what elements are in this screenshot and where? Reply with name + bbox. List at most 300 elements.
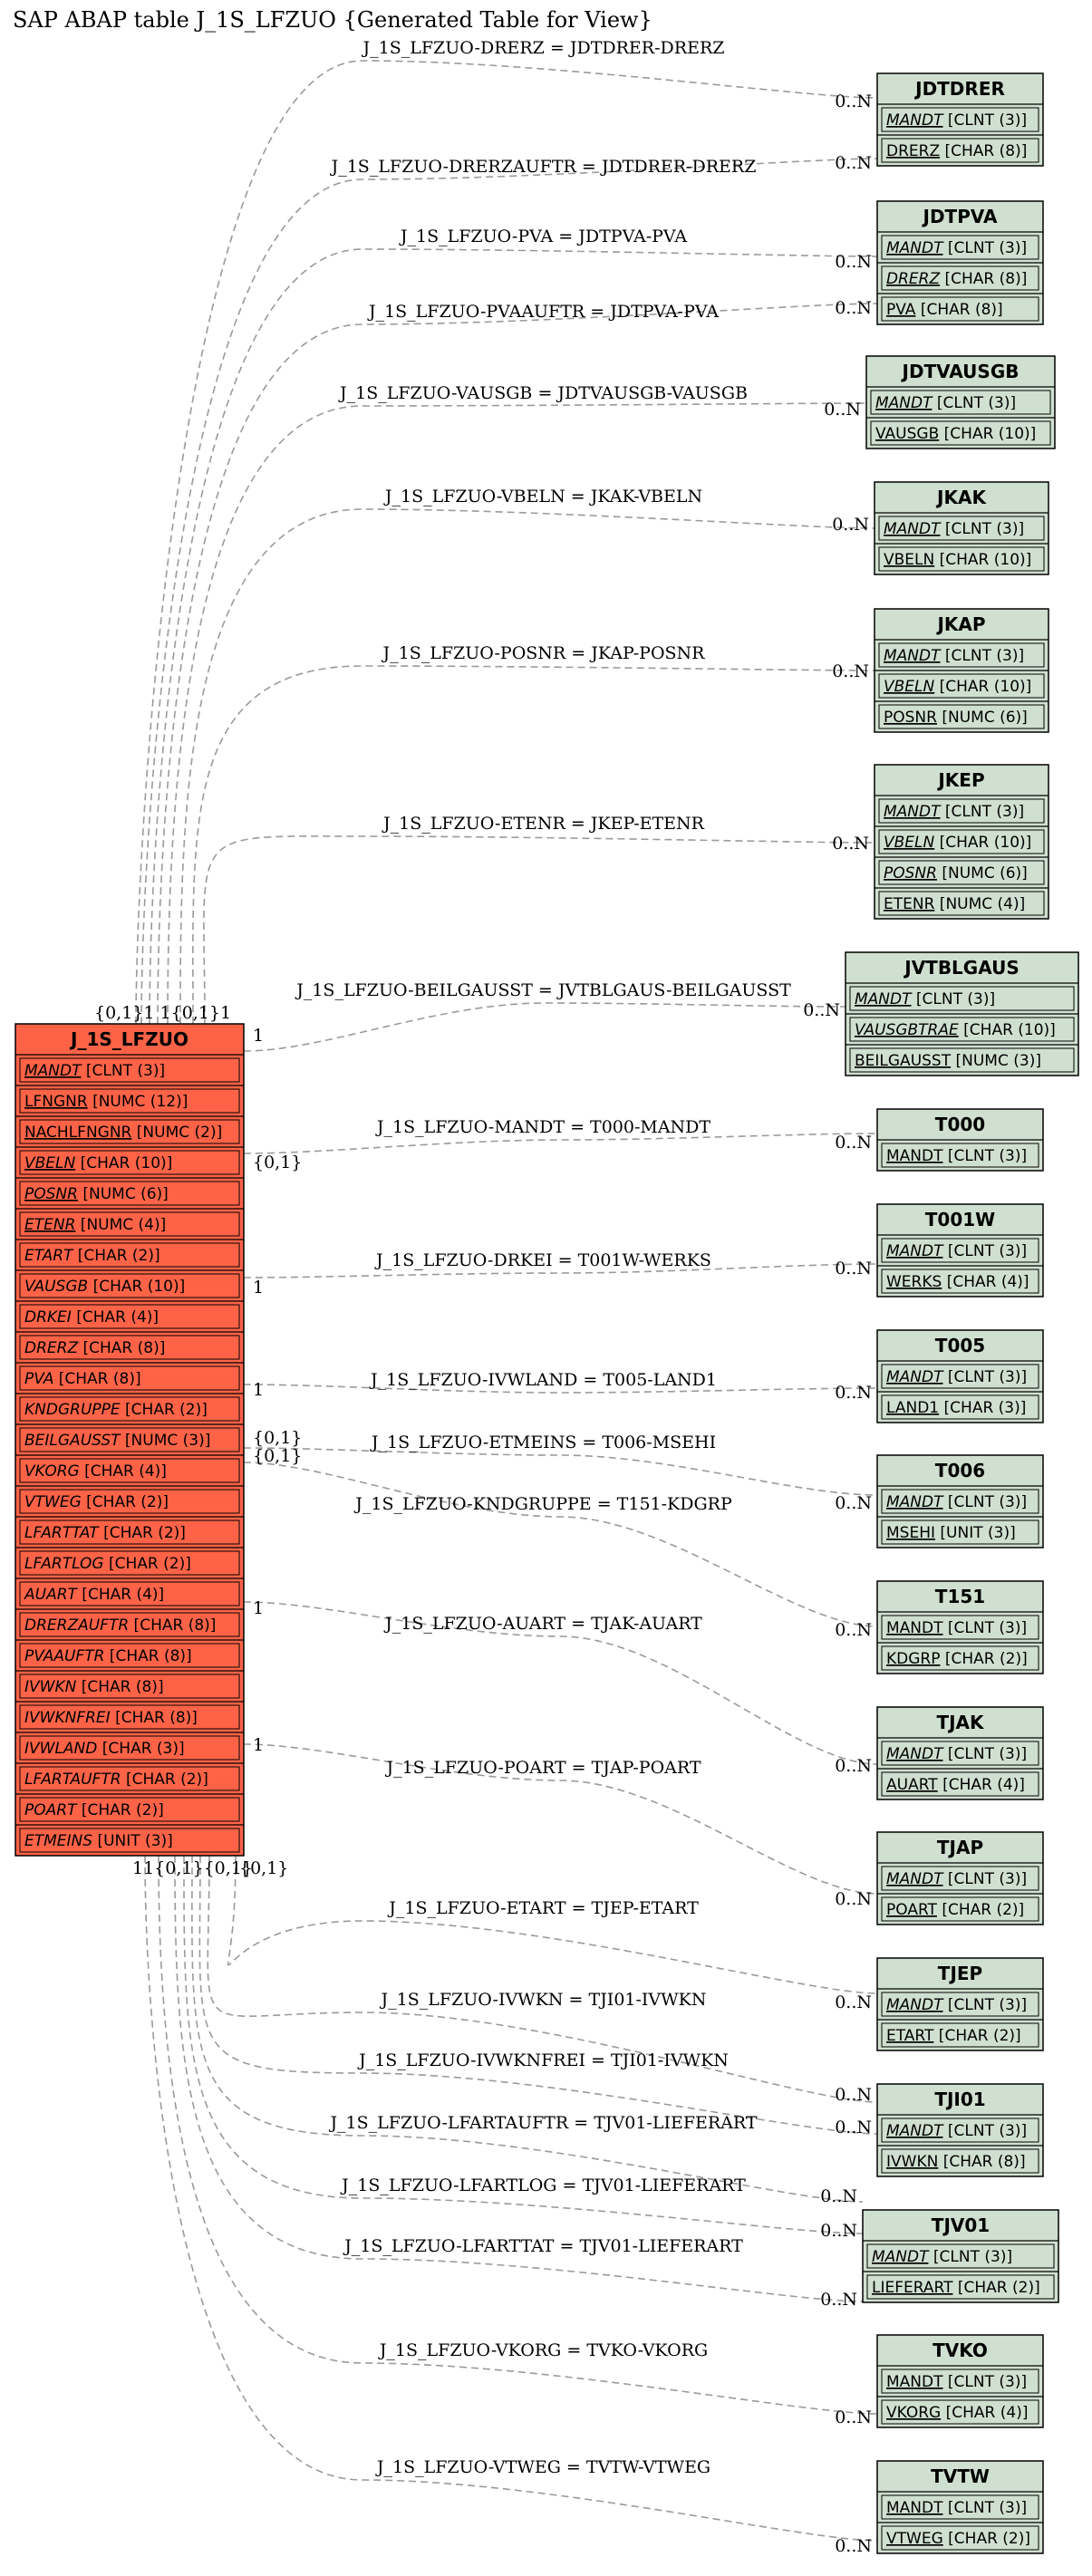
field-name: VAUSGB bbox=[24, 1278, 89, 1296]
field-type: [NUMC (3)] bbox=[951, 1052, 1041, 1070]
field-name: VTWEG bbox=[24, 1493, 82, 1511]
entity-name: J_1S_LFZUO bbox=[71, 1028, 188, 1050]
field-type: [CHAR (2)] bbox=[942, 2530, 1030, 2548]
field-row bbox=[886, 301, 1003, 319]
field-type: [CLNT (3)] bbox=[81, 1062, 166, 1080]
field-row bbox=[884, 864, 1028, 883]
field-name: MANDT bbox=[886, 1870, 943, 1888]
field-type: [CLNT (3)] bbox=[942, 1996, 1028, 2014]
entity-jdtdrer bbox=[877, 73, 1043, 166]
relation-edge bbox=[228, 1856, 877, 1993]
field-type: [CLNT (3)] bbox=[942, 2122, 1028, 2140]
field-name: PVA bbox=[886, 301, 916, 319]
field-name: MANDT bbox=[886, 1493, 943, 1511]
relation-edge bbox=[136, 61, 877, 1024]
field-row bbox=[884, 895, 1025, 913]
field-name: VBELN bbox=[884, 678, 935, 696]
cardinality-right: 0..N bbox=[832, 515, 869, 535]
entity-name: T006 bbox=[934, 1460, 986, 1481]
field-type: [CHAR (8)] bbox=[129, 1616, 217, 1635]
cardinality-right: 0..N bbox=[835, 153, 872, 173]
field-row bbox=[24, 1462, 167, 1481]
cardinality-left: 1 bbox=[253, 1735, 265, 1755]
field-name: LFARTAUFTR bbox=[24, 1770, 121, 1789]
relation-edge bbox=[150, 249, 877, 1024]
field-row bbox=[855, 990, 995, 1008]
field-name: WERKS bbox=[886, 1273, 942, 1291]
field-row bbox=[886, 2530, 1030, 2548]
field-row bbox=[24, 1616, 216, 1635]
relation-edges bbox=[136, 38, 877, 2556]
entity-tjv01 bbox=[863, 2210, 1058, 2302]
entity-name: TVKO bbox=[933, 2340, 988, 2361]
field-row bbox=[24, 1832, 173, 1850]
field-type: [CHAR (2)] bbox=[940, 1650, 1028, 1668]
field-type: [CHAR (3)] bbox=[97, 1740, 185, 1758]
field-name: VAUSGB bbox=[875, 425, 940, 443]
field-name: ETENR bbox=[884, 895, 935, 913]
field-name: POART bbox=[886, 1901, 937, 1919]
field-type: [NUMC (4)] bbox=[934, 895, 1026, 913]
field-type: [CHAR (8)] bbox=[938, 2153, 1026, 2171]
field-name: LIEFERART bbox=[872, 2279, 953, 2297]
relation-label: J_1S_LFZUO-ETART = TJEP-ETART bbox=[389, 1898, 699, 1918]
field-row bbox=[24, 1124, 222, 1142]
field-type: [CLNT (3)] bbox=[940, 803, 1025, 821]
field-name: POART bbox=[24, 1801, 77, 1819]
field-row bbox=[884, 647, 1024, 665]
field-name: AUART bbox=[886, 1776, 938, 1794]
field-type: [CHAR (4)] bbox=[79, 1462, 167, 1481]
entity-tvtw bbox=[877, 2461, 1043, 2553]
field-row bbox=[886, 1776, 1025, 1794]
entity-jkap bbox=[875, 609, 1049, 732]
entity-jvtblgaus bbox=[846, 952, 1078, 1076]
cardinality-right: 0..N bbox=[803, 1000, 840, 1020]
field-type: [CHAR (4)] bbox=[76, 1586, 165, 1604]
relation-edge bbox=[244, 1462, 877, 1626]
field-name: ETENR bbox=[24, 1216, 76, 1234]
field-name: MANDT bbox=[886, 1996, 943, 2014]
field-name: MANDT bbox=[886, 1745, 943, 1763]
field-type: [CHAR (8)] bbox=[53, 1370, 141, 1388]
field-name: MANDT bbox=[886, 1242, 943, 1260]
field-name: KNDGRUPPE bbox=[24, 1401, 121, 1419]
field-name: MANDT bbox=[886, 2499, 943, 2517]
field-name: PVA bbox=[24, 1370, 54, 1388]
field-type: [UNIT (3)] bbox=[92, 1832, 173, 1850]
field-row bbox=[886, 2027, 1021, 2045]
field-row bbox=[24, 1216, 166, 1234]
field-name: ETMEINS bbox=[24, 1832, 93, 1850]
relation-label: J_1S_LFZUO-POSNR = JKAP-POSNR bbox=[382, 643, 705, 663]
field-name: PVAAUFTR bbox=[24, 1647, 105, 1665]
field-type: [CHAR (8)] bbox=[940, 270, 1028, 288]
relation-edge bbox=[193, 666, 875, 1024]
field-type: [CHAR (4)] bbox=[937, 1776, 1025, 1794]
cardinality-right: 0..N bbox=[835, 2407, 872, 2427]
relation-label: J_1S_LFZUO-PVAAUFTR = JDTPVA-PVA bbox=[368, 302, 720, 322]
field-row bbox=[886, 111, 1027, 130]
relation-label: J_1S_LFZUO-LFARTAUFTR = TJV01-LIEFERART bbox=[330, 2113, 758, 2133]
relation-label: J_1S_LFZUO-VBELN = JKAK-VBELN bbox=[384, 487, 703, 507]
related-entities bbox=[846, 73, 1078, 2553]
field-name: VAUSGBTRAE bbox=[855, 1021, 959, 1039]
entity-name: JDTVAUSGB bbox=[902, 361, 1020, 382]
field-row bbox=[24, 1339, 165, 1357]
field-row bbox=[886, 270, 1027, 288]
diagram-title: SAP ABAP table J_1S_LFZUO {Generated Table for View} bbox=[13, 7, 652, 33]
field-row bbox=[886, 1619, 1027, 1637]
field-type: [CLNT (3)] bbox=[940, 520, 1025, 538]
cardinality-left: {0,1} bbox=[253, 1428, 303, 1448]
relation-label: J_1S_LFZUO-DRERZAUFTR = JDTDRER-DRERZ bbox=[331, 157, 757, 177]
cardinality-left: 1 bbox=[253, 1026, 265, 1046]
entity-name: TVTW bbox=[931, 2465, 990, 2487]
field-type: [CHAR (10)] bbox=[934, 678, 1032, 696]
field-name: MANDT bbox=[886, 2373, 943, 2391]
field-name: AUART bbox=[24, 1586, 77, 1604]
field-name: VKORG bbox=[886, 2404, 942, 2422]
field-name: LFARTLOG bbox=[24, 1555, 104, 1573]
field-name: VBELN bbox=[884, 551, 935, 569]
field-type: [CLNT (3)] bbox=[942, 1242, 1028, 1260]
cardinality-right: 0..N bbox=[835, 2536, 872, 2556]
relation-label: J_1S_LFZUO-VTWEG = TVTW-VTWEG bbox=[376, 2457, 711, 2477]
field-type: [CHAR (2)] bbox=[933, 2027, 1021, 2045]
field-row bbox=[886, 1996, 1027, 2014]
field-type: [CHAR (10)] bbox=[934, 834, 1032, 852]
field-type: [CLNT (3)] bbox=[942, 1368, 1028, 1386]
field-name: DRERZAUFTR bbox=[24, 1616, 130, 1635]
field-row bbox=[884, 803, 1024, 821]
entity-name: T151 bbox=[934, 1586, 986, 1607]
field-name: ETART bbox=[24, 1247, 73, 1265]
field-row bbox=[24, 1154, 172, 1172]
field-type: [CHAR (8)] bbox=[78, 1339, 166, 1357]
cardinality-right: 0..N bbox=[820, 2290, 857, 2310]
field-name: KDGRP bbox=[886, 1650, 941, 1668]
field-row bbox=[886, 1399, 1026, 1417]
field-row bbox=[886, 1650, 1028, 1668]
entity-name: JDTPVA bbox=[923, 206, 998, 227]
cardinality-label: {0,1}1 1{0,1}1 bbox=[94, 1003, 232, 1023]
field-type: [NUMC (6)] bbox=[936, 709, 1028, 727]
field-name: MANDT bbox=[884, 803, 941, 821]
field-name: MANDT bbox=[884, 647, 941, 665]
entity-tji01 bbox=[877, 2084, 1043, 2176]
cardinality-right: 0..N bbox=[832, 661, 869, 681]
field-name: NACHLFNGNR bbox=[24, 1124, 132, 1142]
field-row bbox=[886, 1242, 1027, 1260]
field-name: POSNR bbox=[884, 709, 937, 727]
relation-edge bbox=[244, 1003, 846, 1051]
field-name: BEILGAUSST bbox=[24, 1432, 121, 1450]
field-name: LFNGNR bbox=[24, 1093, 88, 1111]
field-name: BEILGAUSST bbox=[855, 1052, 952, 1070]
field-type: [CLNT (3)] bbox=[942, 2499, 1028, 2517]
entity-tvko bbox=[877, 2335, 1043, 2427]
field-type: [NUMC (6)] bbox=[77, 1185, 169, 1203]
field-name: MANDT bbox=[884, 520, 941, 538]
field-row bbox=[24, 1185, 169, 1203]
field-row bbox=[886, 2373, 1027, 2391]
field-row bbox=[886, 2153, 1026, 2171]
field-name: VKORG bbox=[24, 1462, 80, 1481]
field-name: DRERZ bbox=[24, 1339, 79, 1357]
entity-name: TJV01 bbox=[931, 2214, 991, 2236]
entity-t005 bbox=[877, 1330, 1043, 1423]
entity-name: JKEP bbox=[938, 769, 985, 791]
field-type: [UNIT (3)] bbox=[935, 1524, 1016, 1542]
field-type: [CHAR (2)] bbox=[81, 1493, 169, 1511]
field-type: [CLNT (3)] bbox=[942, 1619, 1028, 1637]
field-row bbox=[24, 1678, 164, 1696]
field-row bbox=[886, 1147, 1027, 1165]
field-name: MSEHI bbox=[886, 1524, 935, 1542]
field-row bbox=[24, 1370, 141, 1388]
field-type: [CHAR (10)] bbox=[75, 1154, 173, 1172]
field-type: [CHAR (8)] bbox=[110, 1709, 198, 1727]
field-row bbox=[886, 1368, 1027, 1386]
relation-label: J_1S_LFZUO-PVA = JDTPVA-PVA bbox=[400, 227, 688, 246]
field-name: IVWLAND bbox=[24, 1740, 98, 1758]
field-row bbox=[872, 2248, 1012, 2266]
field-type: [CLNT (3)] bbox=[942, 1870, 1028, 1888]
entity-name: JVTBLGAUS bbox=[904, 957, 1020, 979]
relation-edge bbox=[244, 1448, 877, 1495]
cardinality-right: 0..N bbox=[832, 834, 869, 854]
main-entity-table bbox=[15, 1024, 244, 1856]
entity-jkak bbox=[875, 482, 1049, 574]
relation-label: J_1S_LFZUO-LFARTLOG = TJV01-LIEFERART bbox=[342, 2176, 746, 2195]
field-name: LAND1 bbox=[886, 1399, 940, 1417]
field-row bbox=[886, 1273, 1029, 1291]
field-type: [NUMC (3)] bbox=[120, 1432, 211, 1450]
field-row bbox=[24, 1093, 188, 1111]
field-row bbox=[24, 1524, 186, 1542]
field-row bbox=[872, 2279, 1040, 2297]
field-type: [CHAR (2)] bbox=[76, 1801, 164, 1819]
field-row bbox=[886, 239, 1027, 257]
cardinality-left: {0,1} bbox=[253, 1446, 303, 1466]
entity-t151 bbox=[877, 1581, 1043, 1674]
field-type: [CHAR (4)] bbox=[71, 1308, 159, 1327]
relation-label: J_1S_LFZUO-BEILGAUSST = JVTBLGAUS-BEILGAUSST bbox=[296, 980, 791, 1000]
field-row bbox=[886, 1901, 1024, 1919]
field-name: MANDT bbox=[855, 990, 912, 1008]
entity-t006 bbox=[877, 1455, 1043, 1548]
field-name: MANDT bbox=[872, 2248, 929, 2266]
relation-label: J_1S_LFZUO-ETMEINS = T006-MSEHI bbox=[371, 1433, 717, 1452]
field-type: [CHAR (10)] bbox=[934, 551, 1032, 569]
relation-label: J_1S_LFZUO-IVWKN = TJI01-IVWKN bbox=[381, 1990, 707, 2010]
relation-label: J_1S_LFZUO-MANDT = T000-MANDT bbox=[376, 1117, 711, 1137]
field-type: [CLNT (3)] bbox=[942, 111, 1028, 130]
relation-label: J_1S_LFZUO-IVWKNFREI = TJI01-IVWKN bbox=[359, 2050, 729, 2070]
field-type: [CHAR (3)] bbox=[939, 1399, 1027, 1417]
entity-name: JDTDRER bbox=[915, 78, 1005, 100]
field-row bbox=[884, 551, 1031, 569]
entity-tjap bbox=[877, 1832, 1043, 1925]
field-type: [CLNT (3)] bbox=[911, 990, 996, 1008]
field-name: MANDT bbox=[886, 2122, 943, 2140]
relation-label: J_1S_LFZUO-IVWLAND = T005-LAND1 bbox=[370, 1370, 718, 1390]
field-type: [CHAR (2)] bbox=[121, 1770, 208, 1789]
field-type: [CLNT (3)] bbox=[940, 647, 1025, 665]
field-row bbox=[855, 1021, 1056, 1039]
entity-name: JKAP bbox=[937, 613, 986, 635]
field-row bbox=[24, 1247, 160, 1265]
field-row bbox=[24, 1740, 185, 1758]
cardinality-right: 0..N bbox=[835, 92, 872, 111]
field-type: [CHAR (10)] bbox=[88, 1278, 186, 1296]
field-row bbox=[886, 2404, 1028, 2422]
relation-label: J_1S_LFZUO-KNDGRUPPE = T151-KDGRP bbox=[355, 1494, 732, 1514]
cardinality-right: 0..N bbox=[835, 2118, 872, 2137]
field-name: VBELN bbox=[24, 1154, 76, 1172]
field-row bbox=[24, 1493, 169, 1511]
field-name: IVWKN bbox=[24, 1678, 77, 1696]
cardinality-right: 0..N bbox=[835, 2085, 872, 2105]
field-type: [CHAR (2)] bbox=[936, 1901, 1025, 1919]
relation-edge bbox=[158, 304, 877, 1024]
field-row bbox=[884, 709, 1028, 727]
entity-tjak bbox=[877, 1707, 1043, 1799]
field-name: ETART bbox=[886, 2027, 934, 2045]
field-name: MANDT bbox=[886, 1147, 943, 1165]
field-name: VBELN bbox=[884, 834, 935, 852]
field-name: DRKEI bbox=[24, 1308, 72, 1327]
field-name: DRERZ bbox=[886, 270, 941, 288]
field-name: MANDT bbox=[24, 1062, 82, 1080]
cardinality-right: 0..N bbox=[835, 1383, 872, 1403]
relation-label: J_1S_LFZUO-VKORG = TVKO-VKORG bbox=[379, 2340, 709, 2360]
field-type: [CHAR (4)] bbox=[942, 1273, 1029, 1291]
cardinality-left: 1 bbox=[253, 1278, 265, 1298]
field-row bbox=[884, 520, 1024, 538]
relation-edge bbox=[145, 1856, 877, 2541]
field-type: [CHAR (8)] bbox=[915, 301, 1003, 319]
field-type: [CLNT (3)] bbox=[928, 2248, 1013, 2266]
field-type: [CHAR (4)] bbox=[941, 2404, 1029, 2422]
entity-name: TJEP bbox=[937, 1963, 983, 1984]
field-row bbox=[24, 1278, 185, 1296]
cardinality-right: 0..N bbox=[820, 2221, 857, 2241]
field-type: [CHAR (8)] bbox=[940, 142, 1028, 160]
relation-label: J_1S_LFZUO-LFARTTAT = TJV01-LIEFERART bbox=[344, 2236, 743, 2256]
field-row bbox=[24, 1801, 164, 1819]
field-type: [CLNT (3)] bbox=[942, 239, 1028, 257]
field-row bbox=[875, 425, 1036, 443]
field-row bbox=[875, 394, 1016, 412]
field-type: [NUMC (2)] bbox=[131, 1124, 223, 1142]
field-row bbox=[886, 1870, 1027, 1888]
entity-t001w bbox=[877, 1204, 1043, 1297]
field-row bbox=[24, 1308, 159, 1327]
cardinality-right: 0..N bbox=[835, 1259, 872, 1278]
entity-name: T001W bbox=[924, 1209, 996, 1230]
field-type: [CHAR (10)] bbox=[958, 1021, 1056, 1039]
cardinality-right: 0..N bbox=[835, 298, 872, 318]
field-row bbox=[886, 1493, 1027, 1511]
relation-label: J_1S_LFZUO-DRERZ = JDTDRER-DRERZ bbox=[362, 38, 725, 58]
field-name: MANDT bbox=[886, 1619, 943, 1637]
field-type: [CHAR (8)] bbox=[104, 1647, 192, 1665]
field-name: MANDT bbox=[875, 394, 933, 412]
entity-name: T005 bbox=[934, 1335, 986, 1356]
field-row bbox=[886, 142, 1027, 160]
field-name: VTWEG bbox=[886, 2530, 943, 2548]
field-type: [CHAR (2)] bbox=[98, 1524, 186, 1542]
field-row bbox=[886, 2122, 1027, 2140]
entity-name: T000 bbox=[934, 1114, 986, 1135]
entity-tjep bbox=[877, 1958, 1043, 2050]
cardinality-right: 0..N bbox=[835, 1620, 872, 1640]
entity-name: TJI01 bbox=[934, 2089, 986, 2110]
entity-name: JKAK bbox=[937, 487, 986, 508]
cardinality-left: 1 bbox=[253, 1598, 265, 1618]
field-name: IVWKN bbox=[886, 2153, 939, 2171]
field-type: [CHAR (10)] bbox=[939, 425, 1037, 443]
cardinality-label: {0,1} bbox=[239, 1858, 289, 1878]
field-name: DRERZ bbox=[886, 142, 941, 160]
field-type: [CHAR (2)] bbox=[952, 2279, 1040, 2297]
cardinality-right: 0..N bbox=[835, 252, 872, 272]
field-row bbox=[24, 1709, 198, 1727]
field-name: MANDT bbox=[886, 111, 943, 130]
relation-edge bbox=[180, 509, 875, 1024]
entity-jdtvausgb bbox=[866, 356, 1055, 449]
cardinality-right: 0..N bbox=[835, 1133, 872, 1153]
field-row bbox=[24, 1647, 192, 1665]
entity-jdtpva bbox=[877, 201, 1043, 324]
field-row bbox=[24, 1401, 208, 1419]
cardinality-right: 0..N bbox=[820, 2186, 857, 2206]
field-type: [NUMC (6)] bbox=[936, 864, 1028, 883]
field-row bbox=[886, 2499, 1027, 2517]
entity-jkep bbox=[875, 765, 1049, 919]
relation-label: J_1S_LFZUO-ETENR = JKEP-ETENR bbox=[383, 814, 704, 834]
entity-name: TJAK bbox=[936, 1712, 984, 1733]
field-row bbox=[855, 1052, 1041, 1070]
field-row bbox=[24, 1555, 191, 1573]
relation-label: J_1S_LFZUO-DRKEI = T001W-WERKS bbox=[376, 1250, 711, 1270]
field-type: [CLNT (3)] bbox=[942, 1147, 1028, 1165]
entity-t000 bbox=[877, 1109, 1043, 1171]
field-type: [CHAR (8)] bbox=[76, 1678, 164, 1696]
relation-label: J_1S_LFZUO-VAUSGB = JDTVAUSGB-VAUSGB bbox=[340, 383, 748, 403]
cardinality-label: 11{0,1}{0,1} bbox=[132, 1858, 253, 1878]
entity-name: TJAP bbox=[936, 1837, 984, 1858]
field-row bbox=[886, 1524, 1016, 1542]
field-row bbox=[24, 1586, 164, 1604]
field-name: MANDT bbox=[886, 239, 943, 257]
field-type: [CLNT (3)] bbox=[942, 1745, 1028, 1763]
field-type: [CHAR (2)] bbox=[120, 1401, 208, 1419]
field-type: [CLNT (3)] bbox=[942, 2373, 1028, 2391]
field-row bbox=[24, 1062, 165, 1080]
relation-label: J_1S_LFZUO-POART = TJAP-POART bbox=[386, 1758, 701, 1778]
field-type: [NUMC (4)] bbox=[75, 1216, 167, 1234]
field-name: LFARTTAT bbox=[24, 1524, 99, 1542]
field-type: [CLNT (3)] bbox=[942, 1493, 1028, 1511]
cardinality-left: 1 bbox=[253, 1380, 265, 1400]
field-row bbox=[884, 834, 1031, 852]
field-type: [NUMC (12)] bbox=[87, 1093, 188, 1111]
field-type: [CHAR (2)] bbox=[72, 1247, 160, 1265]
field-row bbox=[886, 1745, 1027, 1763]
